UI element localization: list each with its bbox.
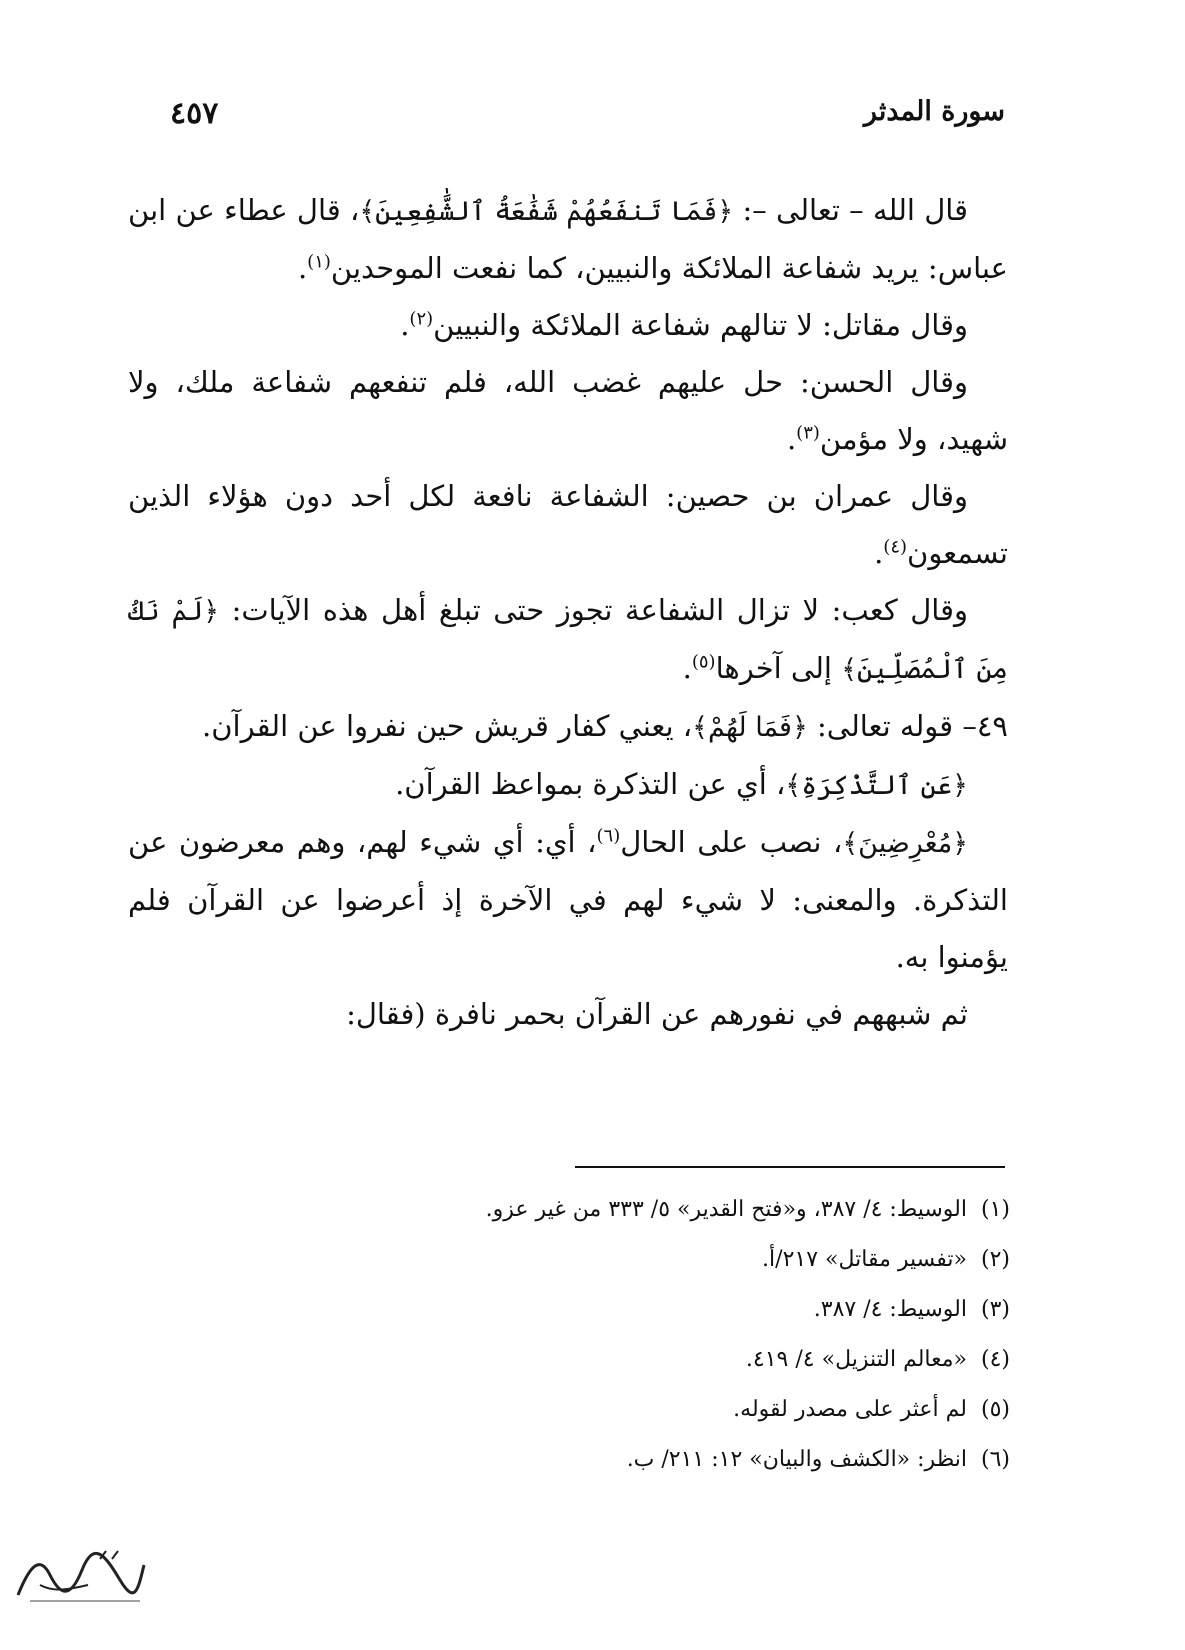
quran-quote-5: ﴿مُعْرِضِينَ﴾: [842, 828, 969, 859]
paragraph-2: وقال مقاتل: لا تنالهم شفاعة الملائكة والنبيين$^{(٢)}$.: [400, 308, 968, 342]
quran-quote-4: ﴿عَنِ ٱلتَّذْكِرَةِ﴾: [785, 770, 968, 801]
footnote-text: الوسيط: ٤/ ٣٨٧، و«فتح القدير» ٥/ ٣٣٣ من غير عزو.: [485, 1197, 967, 1222]
footnote-3: [330, 1285, 1010, 1335]
paragraph-5-prefix: وقال كعب: لا تزال الشفاعة تجوز حتى تبلغ أهل هذه الآيات:: [219, 593, 968, 627]
paragraph-4-text: وقال عمران بن حصين: الشفاعة نافعة لكل أحد دون هؤلاء الذين تسمعون: [128, 479, 1008, 570]
paragraph-1: قال الله – تعالى –: ﴿فَمَا تَنفَعُهُمْ شَفَٰعَةُ ٱلشَّٰفِعِينَ﴾، قال عطاء عن ابن عباس: يريد شفاعة الملائكة والنبيين، كما نفعت الموحدين$^{(١)}$.: [128, 193, 1008, 285]
footnote-text: «معالم التنزيل» ٤/ ٤١٩.: [745, 1347, 967, 1372]
paragraph-2-text: وقال مقاتل: لا تنالهم شفاعة الملائكة والنبيين: [433, 308, 968, 342]
footnotes: [330, 1185, 1010, 1485]
footnote-ref-6[interactable]: (٦): [596, 825, 621, 847]
footnote-number: (٢): [980, 1247, 1010, 1272]
paragraph-7-suffix: ، أي عن التذكرة بمواعظ القرآن.: [395, 767, 786, 801]
verse-number-label: ٤٩– قوله تعالى:: [807, 709, 1008, 743]
footnote-separator: [575, 1166, 1005, 1168]
footnote-4: [330, 1335, 1010, 1385]
paragraph-8: [128, 814, 1008, 986]
footnote-text: الوسيط: ٤/ ٣٨٧.: [813, 1297, 967, 1322]
paragraph-8-mid: ، نصب على الحال: [620, 825, 843, 859]
paragraph-4: وقال عمران بن حصين: الشفاعة نافعة لكل أحد دون هؤلاء الذين تسمعون$^{(٤)}$.: [128, 479, 1008, 570]
footnote-ref-2[interactable]: (٢): [409, 308, 434, 330]
surah-title: سورة المدثر: [863, 96, 1005, 127]
paragraph-6-suffix: ، يعني كفار قريش حين نفروا عن القرآن.: [202, 709, 693, 743]
footnote-6: [330, 1435, 1010, 1485]
running-head: [170, 96, 1005, 142]
paragraph-9: [128, 986, 1008, 1043]
paragraph-7: [128, 756, 1008, 814]
paragraph-1-prefix: قال الله – تعالى –:: [733, 193, 969, 227]
paragraph-3-text: وقال الحسن: حل عليهم غضب الله، فلم تنفعهم شفاعة ملك، ولا شهيد، ولا مؤمن: [128, 365, 1008, 456]
footnote-text: انظر: «الكشف والبيان» ١٢: ٢١١/ ب.: [626, 1447, 967, 1472]
footnote-ref-4[interactable]: (٤): [883, 536, 908, 558]
paragraph-5-suffix: إلى آخرها: [715, 651, 842, 685]
paragraph-6: [128, 698, 1008, 756]
quran-quote-1: ﴿فَمَا تَنفَعُهُمْ شَفَٰعَةُ ٱلشَّٰفِعِينَ﴾: [359, 196, 734, 227]
footnote-2: [330, 1235, 1010, 1285]
paragraph-1-suffix: ، قال عطاء عن ابن عباس: يريد شفاعة الملائكة والنبيين، كما نفعت الموحدين: [128, 193, 1008, 285]
footnote-5: [330, 1385, 1010, 1435]
quran-quote-3: ﴿فَمَا لَهُمْ﴾: [692, 712, 808, 743]
main-text: [128, 182, 1008, 1043]
footnote-number: (٣): [980, 1297, 1010, 1322]
paragraph-5: وقال كعب: لا تزال الشفاعة تجوز حتى تبلغ أهل هذه الآيات: ﴿لَمْ نَكُ مِنَ ٱلْمُصَلِّينَ﴾ إلى آخرها$^{(٥)}$.: [128, 593, 1008, 685]
footnote-text: لم أعثر على مصدر لقوله.: [733, 1397, 967, 1422]
footnote-1: [330, 1185, 1010, 1235]
footnote-number: (١): [980, 1197, 1010, 1222]
footnote-ref-1[interactable]: (١): [307, 251, 331, 273]
footnote-number: (٤): [980, 1347, 1010, 1372]
footnote-number: (٥): [980, 1397, 1010, 1422]
library-stamp-logo: [10, 1545, 150, 1605]
paragraph-8-suffix: ، أي: أي شيء لهم، وهم معرضون عن التذكرة. والمعنى: لا شيء لهم في الآخرة إذ أعرضوا عن القرآن فلم يؤمنوا به.: [128, 825, 1008, 974]
paragraph-9-text: ثم شبههم في نفورهم عن القرآن بحمر نافرة (فقال:: [346, 997, 968, 1031]
quran-quote-2: ﴿لَمْ نَكُ مِنَ ٱلْمُصَلِّينَ﴾: [128, 596, 1008, 685]
footnote-ref-5[interactable]: (٥): [691, 651, 716, 673]
page-number: ٤٥٧: [170, 96, 219, 131]
paragraph-3: وقال الحسن: حل عليهم غضب الله، فلم تنفعهم شفاعة ملك، ولا شهيد، ولا مؤمن$^{(٣)}$.: [128, 365, 1008, 456]
footnote-text: «تفسير مقاتل» ٢١٧/أ.: [762, 1247, 967, 1272]
footnote-number: (٦): [980, 1447, 1010, 1472]
footnote-ref-3[interactable]: (٣): [796, 422, 820, 444]
